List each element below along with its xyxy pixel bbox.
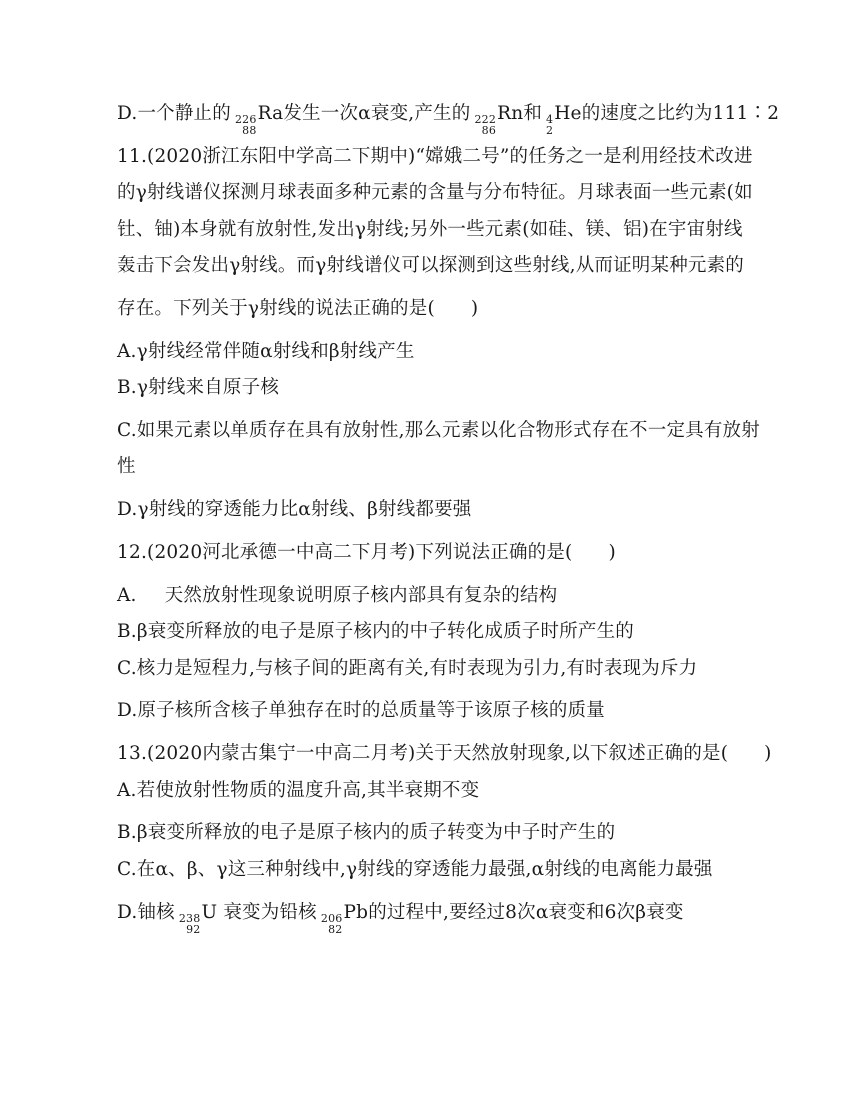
q11-option-b: B.γ射线来自原子核 [117,377,280,398]
q11-stem-line-4: 轰击下会发出γ射线。而γ射线谱仪可以探测到这些射线,从而证明某种元素的 [117,255,744,276]
q11-stem-line-1: 11.(2020浙江东阳中学高二下期中)“嫦娥二号”的任务之一是利用经技术改进 [117,146,753,167]
q11-option-c: C.如果元素以单质存在具有放射性,那么元素以化合物形式存在不一定具有放射 [117,420,760,441]
radium-nuclide: 226 88 [234,113,257,137]
uranium-nuclide: 238 92 [178,912,201,936]
q11-stem-line-2: 的γ射线谱仪探测月球表面多种元素的含量与分布特征。月球表面一些元素(如 [117,182,753,203]
q12-option-b: B.β衰变所释放的电子是原子核内的中子转化成质子时所产生的 [117,621,634,642]
q13-option-d: D.铀核 238 92 U 衰变为铅核 206 82 Pb的过程中,要经过8次α衰变和6次β衰变 [117,902,684,936]
q10-option-d: D.一个静止的 226 88 Ra发生一次α衰变,产生的 222 86 Rn和 4 2 He的速度之比约为111∶2 [117,103,780,137]
q12-option-d: D.原子核所含核子单独存在时的总质量等于该原子核的质量 [117,700,605,721]
q12-option-a: A. 天然放射性现象说明原子核内部具有复杂的结构 [117,585,558,606]
q11-option-a: A.γ射线经常伴随α射线和β射线产生 [117,341,415,362]
q13-option-b: B.β衰变所释放的电子是原子核内的质子转变为中子时产生的 [117,822,616,843]
helium-nuclide: 4 2 [546,113,554,137]
q11-stem-line-5: 存在。下列关于γ射线的说法正确的是( ) [117,298,479,319]
q13-stem: 13.(2020内蒙古集宁一中高二月考)关于天然放射现象,以下叙述正确的是( ) [117,743,772,764]
q11-option-c-cont: 性 [117,456,136,477]
q13-option-a: A.若使放射性物质的温度升高,其半衰期不变 [117,780,480,801]
q12-option-c: C.核力是短程力,与核子间的距离有关,有时表现为引力,有时表现为斥力 [117,658,698,679]
q11-option-d: D.γ射线的穿透能力比α射线、β射线都要强 [117,499,472,520]
radon-nuclide: 222 86 [474,113,497,137]
q11-stem-line-3: 钍、铀)本身就有放射性,发出γ射线;另外一些元素(如硅、镁、铝)在宇宙射线 [117,219,743,240]
q12-stem: 12.(2020河北承德一中高二下月考)下列说法正确的是( ) [117,542,616,563]
lead-nuclide: 206 82 [320,912,343,936]
q13-option-c: C.在α、β、γ这三种射线中,γ射线的穿透能力最强,α射线的电离能力最强 [117,859,713,880]
